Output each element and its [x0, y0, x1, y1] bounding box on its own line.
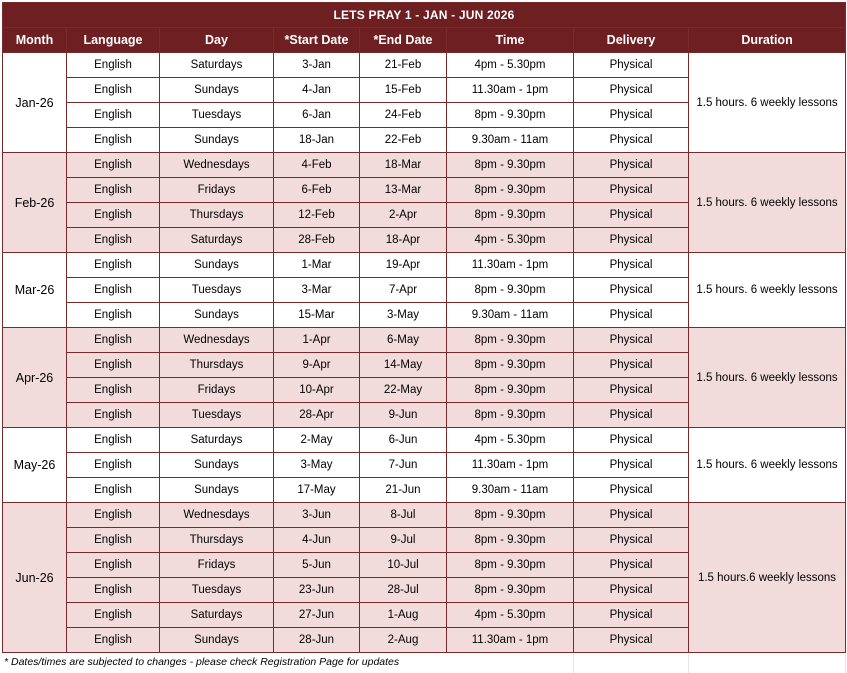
cell-start-date: 1-Apr: [274, 328, 360, 353]
cell-delivery: Physical: [574, 303, 689, 328]
schedule-sheet: [2, 2, 845, 653]
cell-end-date: 3-May: [360, 303, 447, 328]
cell-delivery: Physical: [574, 478, 689, 503]
cell-time: 11.30am - 1pm: [447, 253, 574, 278]
cell-language: English: [67, 478, 160, 503]
cell-day: Fridays: [160, 378, 274, 403]
cell-end-date: 2-Aug: [360, 628, 447, 653]
cell-time: 11.30am - 1pm: [447, 78, 574, 103]
cell-time: 8pm - 9.30pm: [447, 578, 574, 603]
cell-time: 8pm - 9.30pm: [447, 153, 574, 178]
cell-duration: 1.5 hours. 6 weekly lessons: [689, 428, 846, 503]
cell-delivery: Physical: [574, 253, 689, 278]
cell-language: English: [67, 428, 160, 453]
cell-month: Jan-26: [3, 53, 67, 153]
header-row: [3, 28, 846, 53]
cell-end-date: 24-Feb: [360, 103, 447, 128]
cell-end-date: 21-Jun: [360, 478, 447, 503]
cell-language: English: [67, 378, 160, 403]
cell-day: Wednesdays: [160, 503, 274, 528]
cell-start-date: 28-Jun: [274, 628, 360, 653]
cell-language: English: [67, 453, 160, 478]
cell-language: English: [67, 603, 160, 628]
cell-time: 8pm - 9.30pm: [447, 328, 574, 353]
cell-language: English: [67, 303, 160, 328]
cell-end-date: 2-Apr: [360, 203, 447, 228]
cell-delivery: Physical: [574, 453, 689, 478]
cell-language: English: [67, 628, 160, 653]
cell-day: Sundays: [160, 78, 274, 103]
cell-time: 11.30am - 1pm: [447, 453, 574, 478]
cell-time: 8pm - 9.30pm: [447, 103, 574, 128]
cell-time: 4pm - 5.30pm: [447, 428, 574, 453]
cell-start-date: 6-Feb: [274, 178, 360, 203]
cell-month: Feb-26: [3, 153, 67, 253]
cell-time: 8pm - 9.30pm: [447, 203, 574, 228]
sheet-gridline: [688, 654, 689, 673]
cell-language: English: [67, 178, 160, 203]
cell-day: Wednesdays: [160, 153, 274, 178]
cell-delivery: Physical: [574, 528, 689, 553]
cell-duration: 1.5 hours. 6 weekly lessons: [689, 153, 846, 253]
cell-time: 9.30am - 11am: [447, 478, 574, 503]
header-start-date: *Start Date: [274, 28, 360, 53]
cell-time: 8pm - 9.30pm: [447, 553, 574, 578]
cell-end-date: 28-Jul: [360, 578, 447, 603]
cell-end-date: 10-Jul: [360, 553, 447, 578]
title-row: [3, 3, 846, 28]
cell-delivery: Physical: [574, 428, 689, 453]
table-row: [3, 153, 846, 178]
cell-start-date: 3-Jun: [274, 503, 360, 528]
cell-start-date: 6-Jan: [274, 103, 360, 128]
cell-language: English: [67, 128, 160, 153]
cell-day: Saturdays: [160, 603, 274, 628]
cell-time: 11.30am - 1pm: [447, 628, 574, 653]
cell-start-date: 9-Apr: [274, 353, 360, 378]
cell-language: English: [67, 203, 160, 228]
cell-language: English: [67, 353, 160, 378]
cell-time: 4pm - 5.30pm: [447, 53, 574, 78]
cell-end-date: 1-Aug: [360, 603, 447, 628]
cell-delivery: Physical: [574, 378, 689, 403]
cell-start-date: 17-May: [274, 478, 360, 503]
cell-time: 8pm - 9.30pm: [447, 403, 574, 428]
cell-day: Sundays: [160, 128, 274, 153]
cell-day: Sundays: [160, 303, 274, 328]
cell-time: 4pm - 5.30pm: [447, 603, 574, 628]
table-title: LETS PRAY 1 - JAN - JUN 2026: [3, 3, 846, 28]
cell-delivery: Physical: [574, 353, 689, 378]
cell-day: Saturdays: [160, 228, 274, 253]
cell-delivery: Physical: [574, 103, 689, 128]
cell-start-date: 27-Jun: [274, 603, 360, 628]
cell-start-date: 1-Mar: [274, 253, 360, 278]
cell-time: 8pm - 9.30pm: [447, 503, 574, 528]
cell-end-date: 7-Apr: [360, 278, 447, 303]
cell-day: Thursdays: [160, 528, 274, 553]
cell-delivery: Physical: [574, 503, 689, 528]
cell-delivery: Physical: [574, 153, 689, 178]
cell-end-date: 21-Feb: [360, 53, 447, 78]
table-row: [3, 428, 846, 453]
cell-time: 8pm - 9.30pm: [447, 353, 574, 378]
cell-start-date: 23-Jun: [274, 578, 360, 603]
cell-start-date: 4-Jan: [274, 78, 360, 103]
cell-language: English: [67, 153, 160, 178]
cell-delivery: Physical: [574, 278, 689, 303]
cell-end-date: 9-Jul: [360, 528, 447, 553]
cell-start-date: 18-Jan: [274, 128, 360, 153]
cell-end-date: 8-Jul: [360, 503, 447, 528]
cell-month: Jun-26: [3, 503, 67, 653]
cell-time: 8pm - 9.30pm: [447, 528, 574, 553]
cell-time: 8pm - 9.30pm: [447, 178, 574, 203]
footnote: * Dates/times are subjected to changes - please check Registration Page for updates: [4, 656, 400, 668]
cell-day: Saturdays: [160, 428, 274, 453]
cell-language: English: [67, 228, 160, 253]
cell-delivery: Physical: [574, 603, 689, 628]
cell-delivery: Physical: [574, 328, 689, 353]
cell-delivery: Physical: [574, 53, 689, 78]
cell-day: Sundays: [160, 253, 274, 278]
cell-time: 9.30am - 11am: [447, 303, 574, 328]
cell-language: English: [67, 53, 160, 78]
cell-time: 9.30am - 11am: [447, 128, 574, 153]
cell-month: Apr-26: [3, 328, 67, 428]
header-duration: Duration: [689, 28, 846, 53]
cell-day: Thursdays: [160, 203, 274, 228]
cell-delivery: Physical: [574, 628, 689, 653]
cell-duration: 1.5 hours. 6 weekly lessons: [689, 328, 846, 428]
cell-start-date: 4-Jun: [274, 528, 360, 553]
cell-duration: 1.5 hours. 6 weekly lessons: [689, 53, 846, 153]
cell-day: Saturdays: [160, 53, 274, 78]
table-row: [3, 253, 846, 278]
cell-start-date: 28-Feb: [274, 228, 360, 253]
cell-language: English: [67, 528, 160, 553]
header-month: Month: [3, 28, 67, 53]
cell-end-date: 6-Jun: [360, 428, 447, 453]
cell-start-date: 3-Jan: [274, 53, 360, 78]
cell-end-date: 15-Feb: [360, 78, 447, 103]
cell-delivery: Physical: [574, 178, 689, 203]
cell-day: Wednesdays: [160, 328, 274, 353]
cell-end-date: 13-Mar: [360, 178, 447, 203]
cell-start-date: 3-May: [274, 453, 360, 478]
cell-day: Thursdays: [160, 353, 274, 378]
cell-end-date: 22-Feb: [360, 128, 447, 153]
cell-delivery: Physical: [574, 578, 689, 603]
cell-day: Tuesdays: [160, 578, 274, 603]
schedule-body: [3, 53, 846, 653]
cell-delivery: Physical: [574, 228, 689, 253]
cell-end-date: 6-May: [360, 328, 447, 353]
cell-day: Sundays: [160, 478, 274, 503]
cell-start-date: 5-Jun: [274, 553, 360, 578]
cell-language: English: [67, 78, 160, 103]
cell-language: English: [67, 253, 160, 278]
cell-language: English: [67, 578, 160, 603]
cell-start-date: 3-Mar: [274, 278, 360, 303]
cell-language: English: [67, 103, 160, 128]
cell-start-date: 4-Feb: [274, 153, 360, 178]
cell-start-date: 28-Apr: [274, 403, 360, 428]
cell-duration: 1.5 hours.6 weekly lessons: [689, 503, 846, 653]
header-delivery: Delivery: [574, 28, 689, 53]
cell-day: Sundays: [160, 628, 274, 653]
cell-day: Fridays: [160, 553, 274, 578]
header-day: Day: [160, 28, 274, 53]
cell-day: Sundays: [160, 453, 274, 478]
cell-start-date: 2-May: [274, 428, 360, 453]
cell-language: English: [67, 278, 160, 303]
cell-time: 8pm - 9.30pm: [447, 278, 574, 303]
cell-end-date: 18-Mar: [360, 153, 447, 178]
cell-time: 4pm - 5.30pm: [447, 228, 574, 253]
cell-language: English: [67, 503, 160, 528]
header-time: Time: [447, 28, 574, 53]
sheet-gridline: [573, 654, 574, 673]
cell-day: Tuesdays: [160, 278, 274, 303]
cell-end-date: 14-May: [360, 353, 447, 378]
cell-time: 8pm - 9.30pm: [447, 378, 574, 403]
cell-end-date: 19-Apr: [360, 253, 447, 278]
cell-language: English: [67, 403, 160, 428]
table-row: [3, 328, 846, 353]
cell-delivery: Physical: [574, 553, 689, 578]
cell-delivery: Physical: [574, 78, 689, 103]
cell-delivery: Physical: [574, 128, 689, 153]
cell-day: Tuesdays: [160, 403, 274, 428]
cell-delivery: Physical: [574, 403, 689, 428]
cell-end-date: 7-Jun: [360, 453, 447, 478]
header-end-date: *End Date: [360, 28, 447, 53]
cell-end-date: 9-Jun: [360, 403, 447, 428]
cell-start-date: 12-Feb: [274, 203, 360, 228]
cell-start-date: 15-Mar: [274, 303, 360, 328]
header-language: Language: [67, 28, 160, 53]
table-row: [3, 503, 846, 528]
cell-month: May-26: [3, 428, 67, 503]
cell-language: English: [67, 553, 160, 578]
sheet-gridline: [845, 654, 846, 673]
cell-duration: 1.5 hours. 6 weekly lessons: [689, 253, 846, 328]
cell-end-date: 22-May: [360, 378, 447, 403]
cell-day: Tuesdays: [160, 103, 274, 128]
schedule-table: [2, 2, 846, 653]
cell-language: English: [67, 328, 160, 353]
table-row: [3, 53, 846, 78]
cell-month: Mar-26: [3, 253, 67, 328]
cell-day: Fridays: [160, 178, 274, 203]
cell-delivery: Physical: [574, 203, 689, 228]
cell-start-date: 10-Apr: [274, 378, 360, 403]
cell-end-date: 18-Apr: [360, 228, 447, 253]
